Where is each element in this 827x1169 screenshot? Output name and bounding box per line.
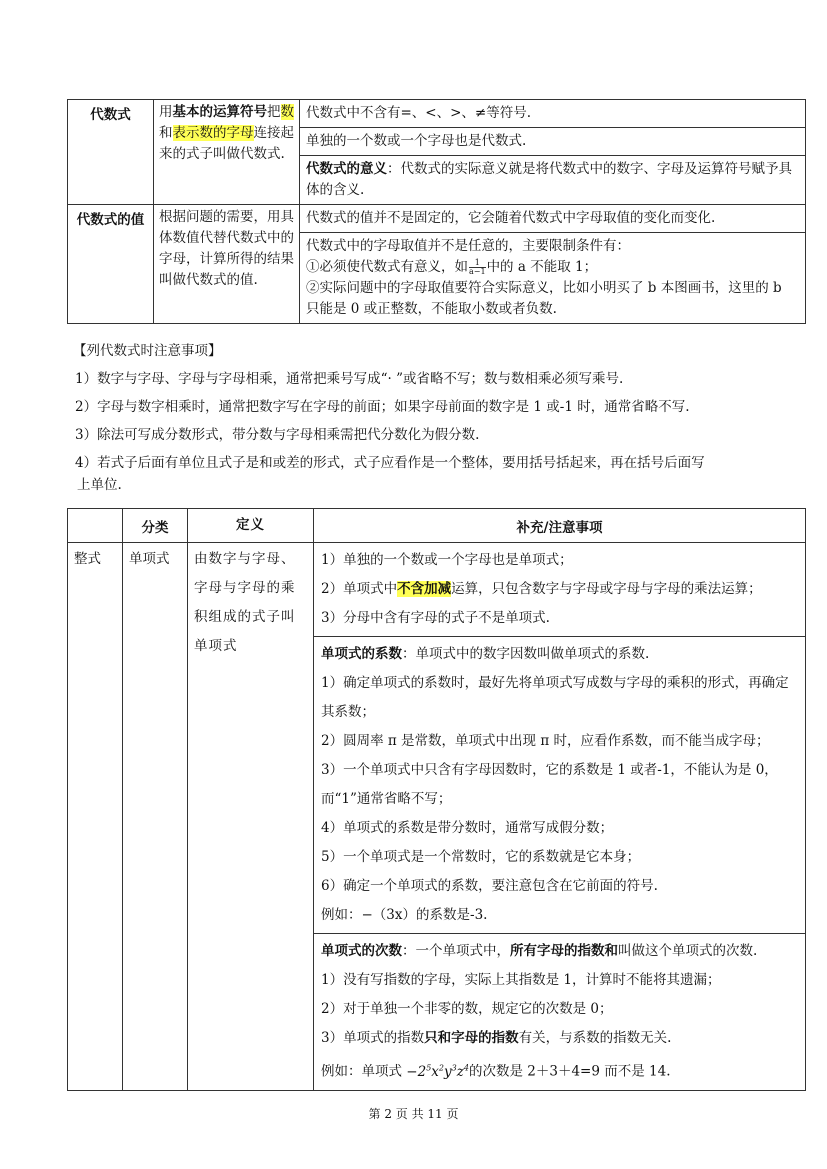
header-category: 分类	[123, 509, 188, 543]
monomial-degree: 单项式的次数：一个单项式中，所有字母的指数和叫做这个单项式的次数. 1）没有写指数的字母，实际上其指数是 1，计算时不能将其遗漏； 2）对于单独一个非零的数，规定它的次数是 0； 3）单项式的指数只和字母的指数有关，与系数的指数无关. 例如：单项式 $-2^5x^2y^3z^4$的次数是 2＋3＋4=9 而不是 14.	[314, 934, 806, 1091]
note-value-constraints: 代数式中的字母取值并不是任意的，主要限制条件有： ①必须使代数式有意义，如 $\frac{1}{a-1}$ 中的 a 不能取 1； ②实际问题中的字母取值要符合实际意义，比如小明买了 b 本图画书，这里的 b 只能是 0 或正整数，不能取小数或者负数.	[300, 233, 806, 324]
fraction: $\frac{1}{a-1}$	[469, 258, 486, 276]
page-footer: 第 2 页 共 11 页	[368, 1107, 459, 1121]
category-integral-expression: 整式	[68, 543, 123, 1091]
notes-heading: 【列代数式时注意事项】	[73, 343, 222, 359]
note-4: 4）若式子后面有单位且式子是和或差的形式，式子应看作是一个整体，要用括号括起来，再在括号后面写	[75, 455, 705, 471]
note-meaning: 代数式的意义：代数式的实际意义就是将代数式中的数字、字母及运算符号赋予具体的含义.	[300, 156, 806, 205]
monomial-table	[67, 508, 806, 1091]
definition-monomial: 由数字与字母、字母与字母的乘积组成的式子叫单项式	[188, 543, 314, 1091]
header-blank	[68, 509, 123, 543]
note-4-cont: 上单位.	[77, 477, 122, 493]
definition-algebraic-expression: 用基本的运算符号把数和表示数的字母连接起来的式子叫做代数式.	[154, 100, 300, 205]
algebraic-expression-table	[67, 99, 806, 324]
note-3: 3）除法可写成分数形式，带分数与字母相乘需把代分数化为假分数.	[75, 427, 480, 443]
monomial-coefficient: 单项式的系数：单项式中的数字因数叫做单项式的系数. 1）确定单项式的系数时，最好先将单项式写成数与字母的乘积的形式，再确定其系数； 2）圆周率 π 是常数，单项式中出现 π 时，应看作系数，而不能当成字母； 3）一个单项式中只含有字母因数时，它的系数是 1 或者-1，不能认为是 0，而“1”通常省略不写； 4）单项式的系数是带分数时，通常写成假分数； 5）一个单项式是一个常数时，它的系数就是它本身； 6）确定一个单项式的系数，要注意包含在它前面的符号. 例如：−（3x）的系数是-3.	[314, 637, 806, 934]
note-1: 1）数字与字母、字母与字母相乘，通常把乘号写成“· ”或省略不写；数与数相乘必须写乘号.	[75, 371, 624, 387]
note-2: 2）字母与数字相乘时，通常把数字写在字母的前面；如果字母前面的数字是 1 或-1 时，通常省略不写.	[75, 399, 690, 415]
math-monomial: $-2^5x^2y^3z^4$	[406, 1063, 469, 1080]
term-expression-value: 代数式的值	[68, 205, 154, 324]
definition-expression-value: 根据问题的需要，用具体数值代替代数式中的字母，计算所得的结果叫做代数式的值.	[154, 205, 300, 324]
header-definition: 定义	[188, 509, 314, 543]
notes-section	[75, 340, 795, 502]
monomial-notes: 1）单独的一个数或一个字母也是单项式； 2）单项式中不含加减运算，只包含数字与字母或字母与字母的乘法运算； 3）分母中含有字母的式子不是单项式.	[314, 543, 806, 637]
header-notes: 补充/注意事项	[314, 509, 806, 543]
note-no-relation-signs: 代数式中不含有=、<、>、≠等符号.	[300, 100, 806, 128]
note-single-number: 单独的一个数或一个字母也是代数式.	[300, 128, 806, 156]
category-monomial: 单项式	[123, 543, 188, 1091]
note-value-varies: 代数式的值并不是固定的，它会随着代数式中字母取值的变化而变化.	[300, 205, 806, 233]
term-algebraic-expression: 代数式	[68, 100, 154, 205]
